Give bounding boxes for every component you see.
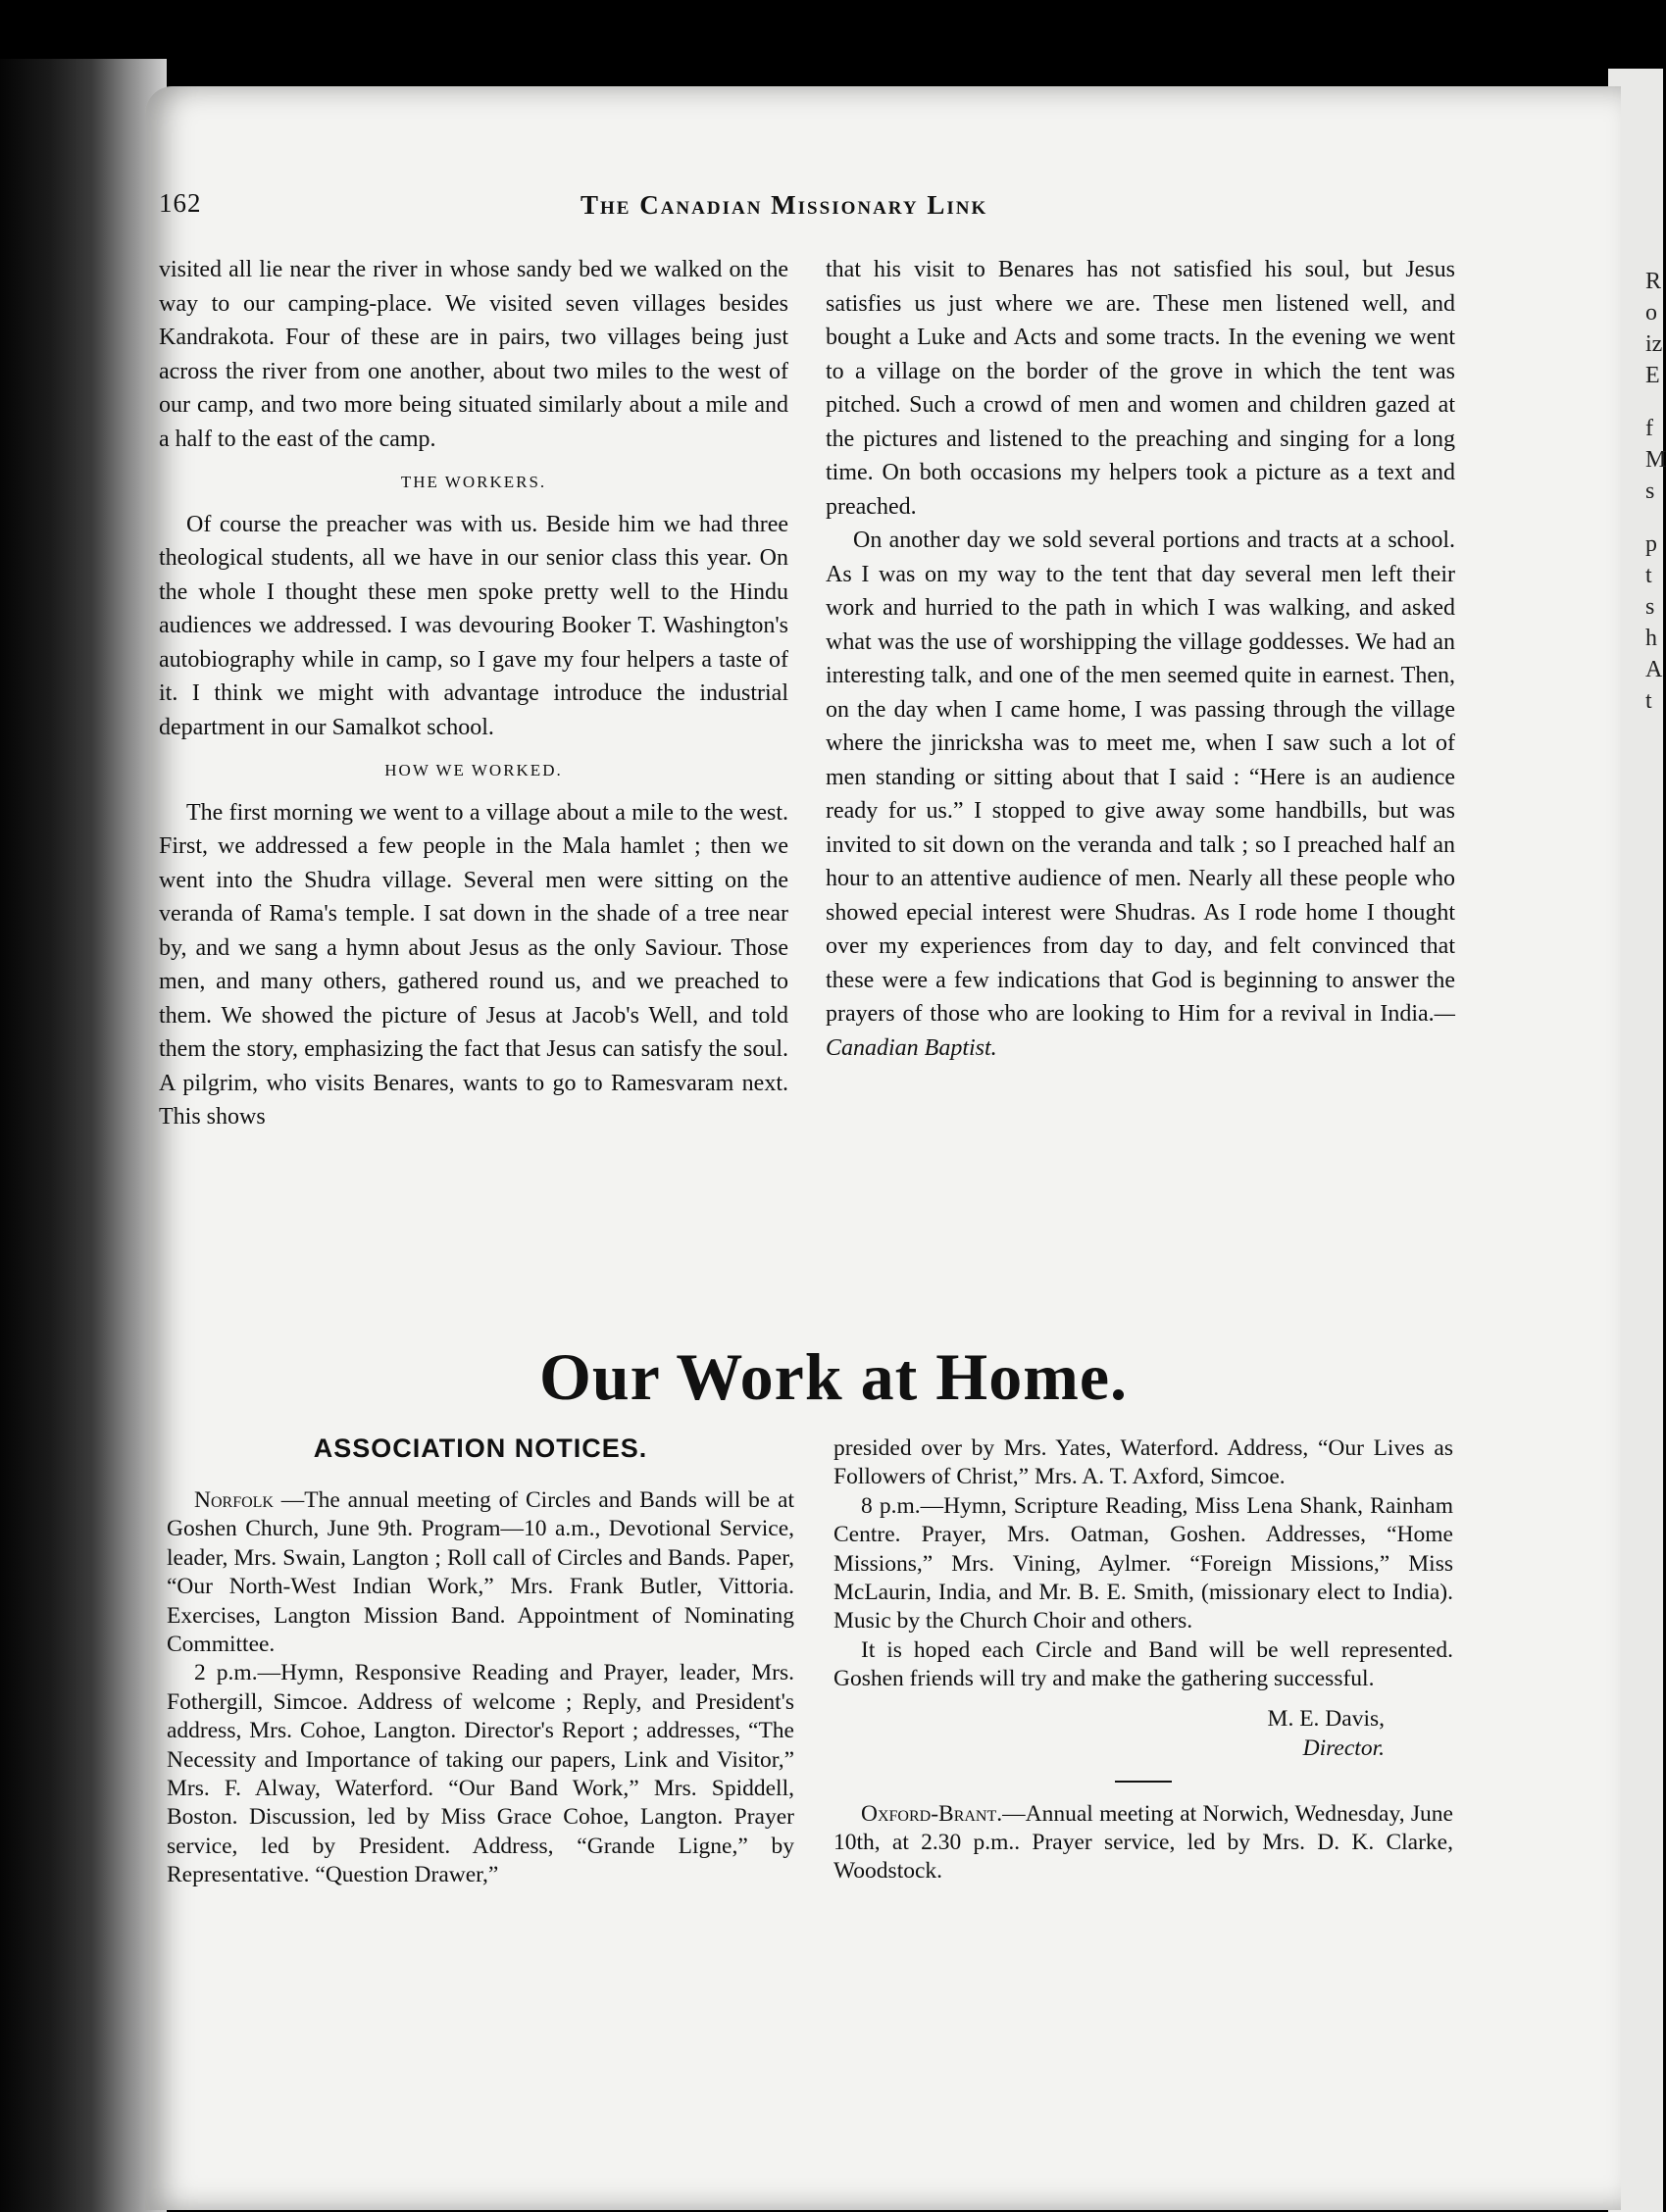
notice-paragraph: 8 p.m.—Hymn, Scripture Reading, Miss Lena Shank, Rainham Centre. Prayer, Mrs. Oatman, Goshen. Addresses, “Home Missions,” Mrs. Vining, Aylmer. “Foreign Missions,” Miss McLaurin, India, and Mr. B. E. Smith, (missionary elect to India). Music by the Church Choir and others. [833, 1492, 1453, 1634]
notice-label: Oxford-Brant. [861, 1800, 1003, 1827]
margin-fragment: E [1645, 363, 1660, 388]
signature-role: Director. [1302, 1734, 1385, 1761]
notices-column-left [167, 1486, 794, 1890]
article-paragraph [826, 524, 1455, 1065]
margin-fragment: s [1645, 594, 1655, 620]
margin-fragment: f [1645, 416, 1653, 441]
margin-fragment: R [1645, 269, 1662, 294]
margin-fragment: h [1645, 626, 1657, 651]
notice-label: Norfolk [194, 1487, 274, 1513]
article-paragraph: The first morning we went to a village about a mile to the west. First, we addressed a few people in the Mala hamlet ; then we went into the Shudra village. Several men were sitting on the veranda of Rama's temple. I sat down in the shade of a tree near by, and we sang a hymn about Jesus as the only Saviour. Those men, and many others, gathered round us, and we preached to them. We showed the picture of Jesus at Jacob's Well, and told them the story, emphasizing the fact that Jesus can satisfy the soul. A pilgrim, who visits Benares, wants to go to Ramesvaram next. This shows [159, 799, 788, 1130]
section-title: Our Work at Home. [538, 1339, 1129, 1414]
article-source: —Canadian Baptist. [826, 1001, 1455, 1061]
article-column-left [159, 253, 788, 1134]
margin-fragment: t [1645, 688, 1652, 714]
subheading-how-we-worked: HOW WE WORKED. [384, 761, 563, 779]
margin-fragment: o [1645, 300, 1657, 326]
article-paragraph: visited all lie near the river in whose sandy bed we walked on the way to our camping-place. We visited seven villages besides Kandrakota. Four of these are in pairs, two villages being just across the river from one another, about two miles to the west of our camp, and two more being situated similarly about a mile and a half to the east of the camp. [159, 257, 788, 452]
running-title: The Canadian Missionary Link [581, 190, 988, 220]
article-column-right [826, 253, 1455, 1065]
notices-column-right [833, 1434, 1453, 1886]
book-spine [0, 59, 167, 2212]
article-paragraph: that his visit to Benares has not satisfied his soul, but Jesus satisfies us just where we are. These men listened well, and bought a Luke and Acts and some tracts. In the evening we went to a village on the border of the grove in which the tent was pitched. Such a crowd of men and women and children gazed at the pictures and listened to the preaching and singing for a long time. On both occasions my helpers took a picture as a text and preached. [826, 257, 1455, 520]
notice-paragraph: It is hoped each Circle and Band will be well represented. Goshen friends will try and make the gathering successful. [833, 1636, 1453, 1692]
signature-name: M. E. Davis, [1267, 1705, 1385, 1732]
margin-fragment: p [1645, 531, 1657, 557]
margin-fragment: t [1645, 563, 1652, 588]
notice-text: —Annual meeting at Norwich, Wednesday, June 10th, at 2.30 p.m.. Prayer service, led by Mrs. D. K. Clarke, Woodstock. [833, 1800, 1453, 1885]
signature-block [833, 1704, 1453, 1763]
notices-heading-box [167, 1433, 794, 1483]
running-header [159, 188, 1581, 227]
notice-text: —The annual meeting of Circles and Bands will be at Goshen Church, June 9th. Program—10 a.m., Devotional Service, leader, Mrs. Swain, Langton ; Roll call of Circles and Bands. Paper, “Our North-West Indian Work,” Mrs. Frank Butler, Vittoria. Exercises, Langton Mission Band. Appointment of Nominating Committee. [167, 1487, 794, 1658]
subheading-workers: THE WORKERS. [400, 473, 547, 491]
margin-fragment: A [1645, 657, 1663, 682]
margin-fragment: M [1645, 447, 1666, 473]
notice-norfolk [167, 1486, 794, 1659]
notice-oxford-brant [833, 1800, 1453, 1886]
notice-paragraph: presided over by Mrs. Yates, Waterford. Address, “Our Lives as Followers of Christ,” Mrs. A. T. Axford, Simcoe. [833, 1435, 1453, 1490]
margin-fragment: s [1645, 478, 1655, 504]
article-text: On another day we sold several portions and tracts at a school. As I was on my way to the tent that day several men left their work and hurried to the path in which I was walking, and asked what was the use of worshipping the village goddesses. We had an interesting talk, and one of the men seemed quite in earnest. Then, on the day when I came home, I was passing through the village where the jinricksha was to meet me, when I saw such a lot of men standing or sitting about that I said : “Here is an audience ready for us.” I stopped to give away some handbills, but was invited to sit down on the veranda and talk ; so I preached half an hour to an attentive audience of men. Nearly all these people who showed epecial interest were Shudras. As I rode home I thought over my experiences from day to day, and felt convinced that these were a few indications that God is beginning to answer the prayers of those who are looking to Him for a revival in India. [826, 528, 1455, 1027]
notices-title: ASSOCIATION NOTICES. [313, 1433, 648, 1463]
notice-paragraph: 2 p.m.—Hymn, Responsive Reading and Prayer, leader, Mrs. Fothergill, Simcoe. Address of welcome ; Reply, and President's address, Mrs. Cohoe, Langton. Director's Report ; addresses, “The Necessity and Importance of taking our papers, Link and Visitor,” Mrs. F. Alway, Waterford. “Our Band Work,” Mrs. Spiddell, Boston. Discussion, led by Miss Grace Cohoe, Langton. Prayer service, led by President. Address, “Grande Ligne,” by Representative. “Question Drawer,” [167, 1660, 794, 1888]
page-number: 162 [159, 188, 202, 218]
margin-fragment: iz [1645, 331, 1663, 357]
article-paragraph: Of course the preacher was with us. Beside him we had three theological students, all we have in our senior class this year. On the whole I thought these men spoke pretty well to the Hindu audiences we addressed. I was devouring Booker T. Washington's autobiography while in camp, so I gave my four helpers a taste of it. I think we might with advantage introduce the industrial department in our Samalkot school. [159, 511, 788, 740]
divider [1115, 1781, 1172, 1783]
